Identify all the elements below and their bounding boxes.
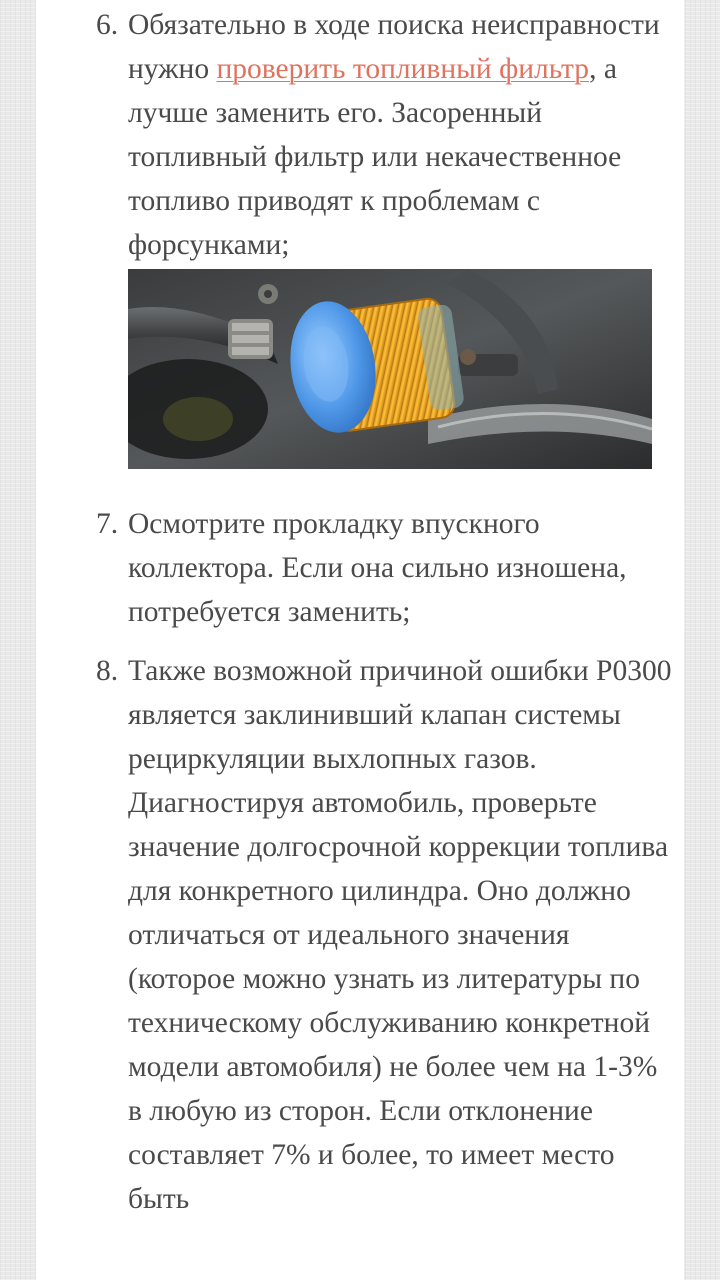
steps-list	[36, 3, 684, 1221]
fuel-filter-photo	[128, 269, 652, 469]
step-text: Также возможной причиной ошибки P0300 является заклинивший клапан системы рециркуляции выхлопных газов. Диагностируя автомобиль, проверьте значение долгосрочной коррекции топлива для конкретного цилиндра. Оно должно отличаться от идеального значения (которое можно узнать из литературы по техническому обслуживанию конкретной модели автомобиля) не более чем на 1-3% в любую из сторон. Если отклонение составляет 7% и более, то имеет место быть	[128, 655, 672, 1215]
list-item-step-8	[36, 649, 684, 1221]
check-fuel-filter-link[interactable]: проверить топливный фильтр	[216, 53, 590, 85]
step-number: 6.	[96, 9, 119, 41]
article-page	[36, 0, 684, 1280]
step-number: 7.	[96, 508, 119, 540]
step-text: Осмотрите прокладку впускного коллектора. Если она сильно изношена, потребуется заменить;	[128, 508, 627, 628]
step-text-before-link: Обязательно в ходе поиска неисправности нужно	[128, 9, 660, 85]
list-item-step-7	[36, 502, 684, 634]
step-text-after-link: , а лучше заменить его. Засоренный топливный фильтр или некачественное топливо приводят к проблемам с форсунками;	[128, 53, 622, 261]
step-number: 8.	[96, 655, 119, 687]
list-item-step-6	[36, 3, 684, 469]
